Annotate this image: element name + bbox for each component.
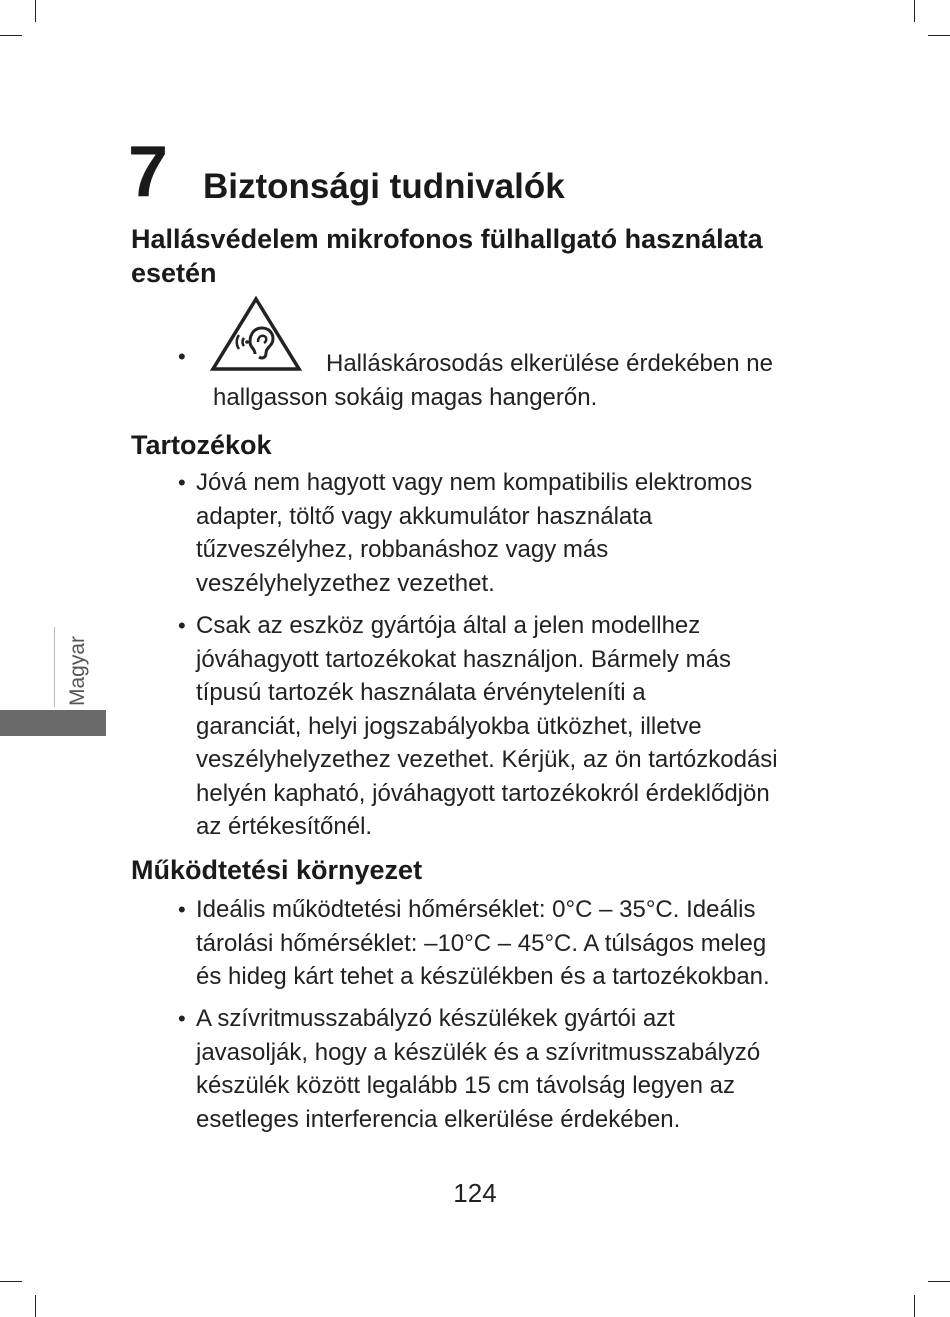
crop-mark-bl-h — [0, 1281, 22, 1282]
text-line: A szívritmusszabályzó készülékek gyártói azt — [196, 1005, 675, 1032]
text-line: tűzveszélyhez, robbanáshoz vagy más — [196, 536, 609, 563]
text-line: jóváhagyott tartozékokat használjon. Bármely más — [196, 645, 731, 673]
text-line: Csak az eszköz gyártója által a jelen modellhez — [196, 612, 701, 639]
list-item — [178, 609, 838, 844]
language-tab — [0, 710, 106, 736]
hearing-warning-text-line1: Halláskárosodás elkerülése érdekében ne — [326, 350, 773, 377]
list-item-text — [178, 1002, 838, 1136]
crop-mark-br-h — [928, 1281, 950, 1282]
list-item — [178, 893, 838, 994]
list-item-text — [178, 609, 838, 844]
bullet-dot: • — [178, 344, 186, 369]
text-line: készülék között legalább 15 cm távolság legyen az — [196, 1072, 735, 1099]
list-item — [178, 466, 838, 600]
crop-mark-tl-v — [35, 0, 36, 22]
chapter-number: 7 — [128, 132, 169, 212]
hearing-warning-text-line2: hallgasson sokáig magas hangerőn. — [213, 384, 598, 411]
text-line: javasolják, hogy a készülék és a szívritmusszabályzó — [196, 1038, 761, 1066]
crop-mark-br-v — [914, 1295, 915, 1317]
bullet-dot: • — [178, 1006, 186, 1031]
text-line: veszélyhelyzethez vezethet. Kérjük, az ön tartózkodási — [196, 746, 778, 773]
crop-mark-bl-v — [35, 1295, 36, 1317]
section-title-hearing-line1: Hallásvédelem mikrofonos fülhallgató használata — [131, 224, 763, 254]
text-line: Ideális működtetési hőmérséklet: 0°C – 35°C. Ideális — [196, 896, 756, 923]
crop-mark-tr-v — [914, 0, 915, 22]
bullet-dot: • — [178, 613, 186, 638]
section-title-accessories: Tartozékok — [131, 430, 272, 460]
section-title-hearing — [131, 222, 763, 290]
text-line: és hideg kárt tehet a készülékben és a tartozékokban. — [196, 963, 770, 990]
section-title-environment: Működtetési környezet — [131, 855, 423, 885]
list-item-text — [178, 466, 838, 600]
text-line: adapter, töltő vagy akkumulátor használata — [196, 502, 653, 530]
side-divider — [54, 627, 55, 707]
hearing-warning-icon — [210, 296, 302, 372]
list-item — [178, 1002, 838, 1136]
section-title-hearing-line2: esetén — [131, 258, 217, 288]
chapter-title: Biztonsági tudnivalók — [203, 167, 565, 206]
text-line: tárolási hőmérséklet: –10°C – 45°C. A túlságos meleg — [196, 929, 767, 957]
crop-mark-tr-h — [928, 35, 950, 36]
language-label: Magyar — [66, 635, 89, 706]
list-item-text — [178, 893, 838, 994]
bullet-dot: • — [178, 897, 186, 922]
bullet-dot: • — [178, 470, 186, 495]
page-number: 124 — [453, 1178, 497, 1208]
text-line: esetleges interferencia elkerülése érdekében. — [196, 1105, 681, 1133]
text-line: garanciát, helyi jogszabályokba ütközhet, illetve — [196, 712, 702, 740]
text-line: veszélyhelyzethez vezethet. — [196, 569, 495, 597]
text-line: helyén kapható, jóváhagyott tartozékokról érdeklődjön — [196, 779, 770, 807]
crop-mark-tl-h — [0, 35, 22, 36]
text-line: Jóvá nem hagyott vagy nem kompatibilis elektromos — [196, 469, 753, 496]
text-line: az értékesítőnél. — [196, 813, 373, 840]
text-line: típusú tartozék használata érvényteleníti a — [196, 679, 646, 706]
